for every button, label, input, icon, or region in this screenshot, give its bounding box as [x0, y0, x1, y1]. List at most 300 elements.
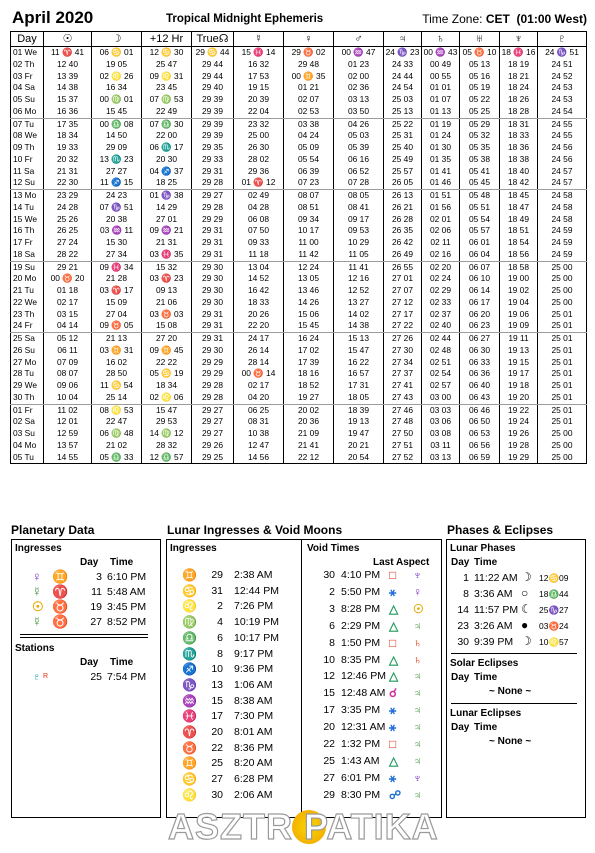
position-cell: 19 11: [500, 333, 538, 345]
time-zone: Time Zone: CET (01:00 West): [422, 12, 587, 26]
position-cell: 29 29: [192, 368, 234, 380]
position-cell: 18 56: [500, 249, 538, 261]
table-row: [11, 190, 587, 202]
column-divider: [301, 540, 302, 817]
position-cell: 29 44: [192, 71, 234, 83]
position-cell: 03 13: [334, 94, 384, 106]
position-cell: 14 ♍ 12: [142, 428, 192, 440]
position-cell: 27 20: [142, 333, 192, 345]
position-cell: 25 00: [538, 297, 587, 309]
ingress-time: 7:26 PM: [234, 600, 274, 613]
position-cell: 25 00: [538, 273, 587, 285]
position-cell: 29 31: [192, 320, 234, 332]
position-cell: 14 38: [44, 82, 92, 94]
table-row: [11, 47, 587, 59]
position-cell: 25 47: [142, 59, 192, 71]
planet-glyph-icon: ♆: [413, 568, 422, 582]
table-row: [11, 106, 587, 118]
day-header: Day: [451, 672, 470, 683]
position-cell: 25 03: [384, 94, 422, 106]
position-cell: 06 14: [460, 285, 500, 297]
ingress-day: 11: [91, 586, 102, 598]
position-cell: 17 31: [334, 380, 384, 392]
position-cell: 22 22: [142, 357, 192, 369]
position-cell: 03 11: [422, 440, 460, 452]
position-cell: 06 56: [460, 440, 500, 452]
phase-day: 30: [457, 636, 469, 648]
day-cell: 01 We: [11, 47, 44, 59]
table-row: [11, 130, 587, 142]
position-cell: 00 ♎ 08: [92, 118, 142, 130]
position-cell: 25 40: [384, 142, 422, 154]
void-time: 1:50 PM: [341, 636, 381, 649]
ingress-day: 27: [90, 616, 102, 628]
position-cell: 06 08: [234, 214, 284, 226]
position-cell: 07 50: [234, 225, 284, 237]
position-cell: 19 09: [500, 320, 538, 332]
position-cell: 03 00: [422, 392, 460, 404]
position-cell: 09 ♌ 31: [142, 71, 192, 83]
column-header: +12 Hr: [142, 32, 192, 47]
position-cell: 15 09: [92, 297, 142, 309]
position-cell: 05 41: [460, 166, 500, 178]
position-cell: 02 16: [422, 249, 460, 261]
position-cell: 17 53: [234, 71, 284, 83]
day-cell: 14 Tu: [11, 202, 44, 214]
position-cell: 12 16: [334, 273, 384, 285]
last-aspect-label: Last Aspect: [373, 557, 430, 568]
position-cell: 12 01: [44, 416, 92, 428]
aspect-glyph-icon: ⚹: [389, 770, 397, 785]
position-cell: 06 39: [284, 166, 334, 178]
void-times-label: Void Times: [307, 543, 360, 554]
phase-time: 11:22 AM: [474, 572, 518, 584]
position-cell: 22 12: [284, 452, 334, 464]
phase-day: 8: [463, 588, 469, 600]
column-header: ♀: [284, 32, 334, 47]
position-cell: 08 31: [234, 416, 284, 428]
phases-title: Phases & Eclipses: [447, 523, 554, 537]
position-cell: 29 25: [192, 452, 234, 464]
position-cell: 24 54: [384, 82, 422, 94]
position-cell: 27 22: [384, 320, 422, 332]
ingress-time: 6:28 PM: [234, 773, 274, 786]
position-cell: 05 54: [460, 214, 500, 226]
position-cell: 02 51: [422, 357, 460, 369]
void-day: 25: [323, 754, 335, 767]
void-day: 6: [329, 619, 335, 632]
position-cell: 29 28: [192, 392, 234, 404]
position-cell: 18 33: [500, 130, 538, 142]
position-cell: 26 05: [384, 177, 422, 189]
position-cell: 13 46: [284, 285, 334, 297]
position-cell: 16 57: [334, 368, 384, 380]
position-cell: 18 31: [500, 118, 538, 130]
position-cell: 09 33: [234, 237, 284, 249]
position-cell: 27 41: [384, 380, 422, 392]
day-cell: 29 We: [11, 380, 44, 392]
position-cell: 05 03: [334, 130, 384, 142]
position-cell: 24 54: [538, 106, 587, 118]
ingress-day: 17: [211, 710, 223, 723]
position-cell: 14 02: [334, 309, 384, 321]
void-day: 8: [329, 636, 335, 649]
position-cell: 26 42: [384, 237, 422, 249]
column-header: ♅: [460, 32, 500, 47]
position-cell: 08 05: [334, 190, 384, 202]
position-cell: 24 58: [538, 214, 587, 226]
day-cell: 10 Fr: [11, 154, 44, 166]
position-cell: 25 01: [538, 392, 587, 404]
position-cell: 15 45: [92, 106, 142, 118]
position-cell: 29 31: [192, 225, 234, 237]
position-cell: 29 26: [192, 440, 234, 452]
day-cell: 30 Th: [11, 392, 44, 404]
position-cell: 06 ♍ 48: [92, 428, 142, 440]
table-row: [11, 345, 587, 357]
time-header: Time: [110, 557, 134, 568]
position-cell: 20 38: [92, 214, 142, 226]
position-cell: 19 13: [334, 416, 384, 428]
ingress-time: 8:01 AM: [234, 726, 273, 738]
table-row: [11, 71, 587, 83]
position-cell: 02 48: [422, 345, 460, 357]
void-day: 29: [323, 788, 335, 801]
position-cell: 25 00: [538, 440, 587, 452]
position-cell: 29 53: [142, 416, 192, 428]
moon-phase-icon: ●: [521, 618, 529, 632]
position-cell: 24 44: [384, 71, 422, 83]
divider: [20, 637, 148, 638]
day-cell: 01 Fr: [11, 404, 44, 416]
position-cell: 19 00: [500, 273, 538, 285]
position-cell: 02 ♌ 06: [142, 392, 192, 404]
position-cell: 05 32: [460, 130, 500, 142]
day-cell: 13 Mo: [11, 190, 44, 202]
ingress-day: 15: [211, 694, 223, 707]
planet-glyph-icon: ♆: [413, 770, 422, 785]
sign-glyph-icon: ♌: [182, 599, 197, 614]
position-cell: 01 46: [422, 177, 460, 189]
position-cell: 25 00: [234, 130, 284, 142]
position-cell: 25 01: [538, 368, 587, 380]
position-cell: 16 34: [92, 82, 142, 94]
position-cell: 29 35: [192, 142, 234, 154]
position-cell: 00 ♍ 01: [92, 94, 142, 106]
position-cell: 00 ♒ 43: [422, 47, 460, 59]
table-row: [11, 177, 587, 189]
void-time: 2:29 PM: [341, 619, 381, 632]
position-cell: 08 ♌ 53: [92, 404, 142, 416]
position-cell: 01 19: [422, 118, 460, 130]
ingress-day: 20: [211, 726, 223, 738]
position-cell: 26 28: [384, 214, 422, 226]
position-cell: 02 36: [334, 82, 384, 94]
position-cell: 02 01: [422, 214, 460, 226]
ingress-day: 31: [211, 584, 223, 597]
sign-glyph-icon: ♎: [182, 630, 197, 645]
planet-glyph-icon: ♄: [413, 652, 422, 667]
table-row: [11, 297, 587, 309]
position-cell: 04 14: [44, 320, 92, 332]
position-cell: 24 17: [234, 333, 284, 345]
day-cell: 19 Su: [11, 261, 44, 273]
position-cell: 29 28: [192, 177, 234, 189]
ingress-day: 27: [211, 773, 223, 786]
position-cell: 01 18: [44, 285, 92, 297]
position-cell: 27 30: [384, 345, 422, 357]
position-cell: 14 29: [142, 202, 192, 214]
phase-time: 3:26 AM: [474, 620, 513, 632]
phase-day: 1: [463, 572, 469, 584]
position-cell: 15 13: [334, 333, 384, 345]
position-cell: 14 50: [92, 130, 142, 142]
position-cell: 19 02: [500, 285, 538, 297]
position-cell: 02 20: [422, 261, 460, 273]
day-cell: 05 Tu: [11, 452, 44, 464]
void-day: 3: [329, 602, 335, 615]
day-cell: 02 Sa: [11, 416, 44, 428]
position-cell: 02 17: [234, 380, 284, 392]
day-cell: 03 Fr: [11, 71, 44, 83]
position-cell: 18 42: [500, 177, 538, 189]
position-cell: 03 15: [44, 309, 92, 321]
position-cell: 02 00: [334, 71, 384, 83]
position-cell: 29 31: [192, 237, 234, 249]
aspect-glyph-icon: □: [389, 568, 397, 582]
position-cell: 20 32: [44, 154, 92, 166]
void-day: 10: [323, 653, 335, 666]
position-cell: 29 30: [192, 273, 234, 285]
position-cell: 24 53: [538, 94, 587, 106]
position-cell: 18 49: [500, 214, 538, 226]
position-cell: 05 54: [284, 154, 334, 166]
aspect-glyph-icon: △: [389, 669, 399, 684]
position-cell: 18 39: [334, 404, 384, 416]
position-cell: 27 34: [384, 357, 422, 369]
position-cell: 20 30: [142, 154, 192, 166]
position-cell: 18 54: [500, 237, 538, 249]
position-cell: 25 57: [384, 166, 422, 178]
position-cell: 02 11: [422, 237, 460, 249]
position-cell: 02 44: [422, 333, 460, 345]
position-cell: 25 01: [538, 320, 587, 332]
lunar-ingresses-label: Ingresses: [170, 543, 217, 554]
planet-glyph-icon: ♇: [32, 669, 42, 684]
position-cell: 11 02: [44, 404, 92, 416]
planet-glyph-icon: ♃: [413, 669, 422, 684]
void-time: 4:10 PM: [341, 569, 381, 581]
void-time: 12:31 AM: [341, 721, 386, 734]
day-header: Day: [451, 722, 470, 733]
position-cell: 06 10: [460, 273, 500, 285]
position-cell: 06 23: [460, 320, 500, 332]
position-cell: 23 32: [234, 118, 284, 130]
position-cell: 18 51: [500, 225, 538, 237]
table-row: [11, 357, 587, 369]
position-cell: 05 35: [460, 142, 500, 154]
position-cell: 05 ♋ 19: [142, 368, 192, 380]
position-cell: 26 25: [44, 225, 92, 237]
position-cell: 21 41: [284, 440, 334, 452]
position-cell: 20 26: [234, 309, 284, 321]
aspect-glyph-icon: △: [389, 753, 399, 768]
ingress-day: 25: [211, 757, 223, 770]
position-cell: 16 36: [44, 106, 92, 118]
void-time: 5:50 PM: [341, 585, 381, 598]
position-cell: 18 38: [500, 154, 538, 166]
position-cell: 05 22: [460, 94, 500, 106]
sign-glyph-icon: ♉: [52, 614, 69, 629]
phase-position: 03♉24: [539, 621, 569, 631]
position-cell: 05 38: [460, 154, 500, 166]
void-time: 1:32 PM: [341, 738, 381, 750]
column-header: ♆: [500, 32, 538, 47]
position-cell: 11 05: [334, 249, 384, 261]
planet-glyph-icon: ♀: [413, 584, 422, 599]
position-cell: 14 26: [284, 297, 334, 309]
position-cell: 27 26: [384, 333, 422, 345]
phase-time: 3:36 AM: [474, 588, 513, 600]
position-cell: 06 ♋ 01: [92, 47, 142, 59]
position-cell: 06 ♏ 17: [142, 142, 192, 154]
moon-phase-icon: ☽: [521, 634, 532, 648]
position-cell: 03 ♈ 17: [92, 285, 142, 297]
void-day: 22: [323, 738, 335, 750]
ingress-time: 3:45 PM: [107, 601, 147, 613]
position-cell: 21 31: [44, 166, 92, 178]
position-cell: 07 28: [334, 177, 384, 189]
position-cell: 18 28: [500, 106, 538, 118]
position-cell: 22 04: [234, 106, 284, 118]
position-cell: 07 09: [44, 357, 92, 369]
position-cell: 20 36: [284, 416, 334, 428]
position-cell: 01 41: [422, 166, 460, 178]
position-cell: 02 49: [234, 190, 284, 202]
stations-label: Stations: [15, 643, 55, 654]
position-cell: 03 06: [422, 416, 460, 428]
lunar-ingress-box: [166, 539, 442, 818]
planet-glyph-icon: ♀: [32, 569, 42, 584]
table-row: [11, 142, 587, 154]
position-cell: 12 47: [234, 440, 284, 452]
position-cell: 27 48: [384, 416, 422, 428]
position-cell: 10 04: [44, 392, 92, 404]
planetary-data-box: [11, 539, 161, 818]
day-cell: 07 Tu: [11, 118, 44, 130]
position-cell: 09 53: [334, 225, 384, 237]
planet-glyph-icon: ☉: [32, 599, 44, 614]
position-cell: 29 31: [192, 309, 234, 321]
position-cell: 25 31: [384, 130, 422, 142]
position-cell: 25 26: [44, 214, 92, 226]
position-cell: 19 27: [284, 392, 334, 404]
position-cell: 15 32: [142, 261, 192, 273]
position-cell: 18 16: [284, 368, 334, 380]
position-cell: 21 06: [142, 297, 192, 309]
position-cell: 04 20: [234, 392, 284, 404]
position-cell: 22 30: [44, 177, 92, 189]
position-cell: 02 ♌ 26: [92, 71, 142, 83]
position-cell: 19 29: [500, 452, 538, 464]
position-cell: 13 ♏ 23: [92, 154, 142, 166]
column-header: ☽: [92, 32, 142, 47]
ingress-day: 6: [217, 631, 223, 644]
position-cell: 04 ♐ 37: [142, 166, 192, 178]
station-day: 25: [90, 671, 102, 683]
position-cell: 27 27: [92, 166, 142, 178]
ingress-time: 12:44 PM: [234, 584, 279, 597]
void-day: 12: [323, 670, 335, 683]
position-cell: 29 48: [284, 59, 334, 71]
position-cell: 24 28: [44, 202, 92, 214]
sign-glyph-icon: ♒: [182, 693, 197, 708]
position-cell: 25 01: [538, 380, 587, 392]
position-cell: 06 46: [460, 404, 500, 416]
day-cell: 17 Fr: [11, 237, 44, 249]
position-cell: 10 38: [234, 428, 284, 440]
position-cell: 06 52: [334, 166, 384, 178]
day-cell: 11 Sa: [11, 166, 44, 178]
position-cell: 29 29: [192, 214, 234, 226]
position-cell: 27 43: [384, 392, 422, 404]
position-cell: 24 52: [538, 71, 587, 83]
ingress-day: 4: [217, 616, 223, 629]
position-cell: 09 13: [142, 285, 192, 297]
position-cell: 12 40: [44, 59, 92, 71]
position-cell: 19 15: [500, 357, 538, 369]
position-cell: 26 35: [384, 225, 422, 237]
day-cell: 05 Su: [11, 94, 44, 106]
position-cell: 01 56: [422, 202, 460, 214]
phase-position: 18♎44: [539, 589, 569, 599]
void-day: 15: [323, 687, 335, 700]
position-cell: 04 28: [234, 202, 284, 214]
position-cell: 00 ♉ 14: [234, 368, 284, 380]
position-cell: 24 55: [538, 130, 587, 142]
table-row: [11, 154, 587, 166]
ingress-day: 19: [90, 601, 102, 613]
position-cell: 02 53: [284, 106, 334, 118]
position-cell: 24 59: [538, 237, 587, 249]
position-cell: 05 13: [460, 59, 500, 71]
ephemeris-table: [10, 31, 587, 464]
day-header: Day: [80, 657, 99, 668]
position-cell: 29 28: [192, 380, 234, 392]
column-header: ♂: [334, 32, 384, 47]
position-cell: 12 ♎ 57: [142, 452, 192, 464]
lunar-phases-label: Lunar Phases: [450, 543, 516, 554]
ingress-time: 2:06 AM: [234, 788, 273, 801]
position-cell: 18 05: [334, 392, 384, 404]
position-cell: 18 40: [500, 166, 538, 178]
position-cell: 09 34: [284, 214, 334, 226]
position-cell: 22 00: [142, 130, 192, 142]
position-cell: 24 23: [92, 190, 142, 202]
table-row: [11, 82, 587, 94]
position-cell: 25 22: [384, 118, 422, 130]
lunar-eclipses-none: ~ None ~: [489, 736, 532, 747]
aspect-glyph-icon: ☌: [389, 686, 398, 701]
ingress-day: 3: [96, 571, 102, 583]
position-cell: 29 30: [192, 345, 234, 357]
position-cell: 25 00: [538, 428, 587, 440]
position-cell: 28 22: [44, 249, 92, 261]
position-cell: 14 38: [334, 320, 384, 332]
ingress-time: 7:30 PM: [234, 710, 274, 723]
position-cell: 02 17: [44, 297, 92, 309]
sign-glyph-icon: ♈: [52, 584, 69, 599]
